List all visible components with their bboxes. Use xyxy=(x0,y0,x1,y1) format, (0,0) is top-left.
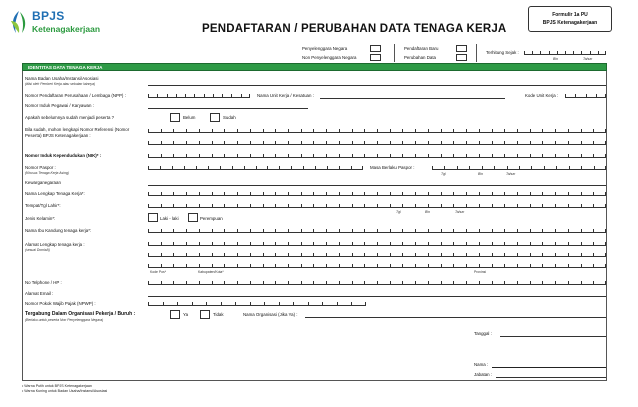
terhitung-sejak-label: Terhitung Sejak : xyxy=(486,50,519,55)
kabupaten-kota-label: Kabupaten/Kota* xyxy=(198,270,224,274)
masa-berlaku-paspor-input[interactable] xyxy=(432,163,606,170)
form-code-line2: BPJS Ketenagakerjaan xyxy=(542,20,598,26)
footer-note-2: • Warna Kuning untuk Badan Usaha/Instansi/Asosiasi xyxy=(22,389,108,393)
nama-badan-input[interactable] xyxy=(148,85,606,86)
nomor-induk-pegawai-label: Nomor Induk Pegawai / Karyawan : xyxy=(25,103,94,108)
logo-name: BPJS xyxy=(32,9,65,23)
pernah-peserta-label: Apakah sebelumnya sudah menjadi peserta ? xyxy=(25,115,115,120)
paspor-note: (Khusus Tenaga Kerja Asing) xyxy=(25,171,69,175)
nama-unit-kerja-label: Nama Unit Kerja / Kesatuan : xyxy=(257,93,314,98)
laki-laki-label: Laki - laki xyxy=(160,216,179,221)
nomor-induk-pegawai-input[interactable] xyxy=(148,108,308,109)
organisasi-pekerja-label: Tergabung Dalam Organisasi Pekerja / Buruh : xyxy=(25,311,136,317)
nomor-referensi-input-2[interactable] xyxy=(148,138,606,145)
nama-badan-note: (diisi oleh Pemberi Kerja atau sebutan lainnya) xyxy=(25,82,96,86)
divider xyxy=(394,44,395,62)
lahir-bln-label: Bln xyxy=(425,210,430,214)
nik-label: Nomor Induk Kependudukan (NIK)* : xyxy=(25,153,102,158)
bulan-label: Bln xyxy=(553,57,558,61)
masa-berlaku-paspor-label: Masa Berlaku Paspor : xyxy=(370,165,415,170)
nama-organisasi-input[interactable] xyxy=(305,317,606,318)
nama-ibu-label: Nama Ibu Kandung tenaga kerja*: xyxy=(25,228,92,233)
tempat-tgl-lahir-label: Tempat/Tgl Lahir*: xyxy=(25,203,61,208)
paspor-input[interactable] xyxy=(148,163,363,170)
tanggal-label: Tanggal : xyxy=(474,331,492,336)
npp-label: Nomor Pendaftaran Perusahaan / Lembaga (NPP) : xyxy=(25,93,126,98)
tempat-tgl-lahir-input[interactable] xyxy=(148,201,606,208)
nik-input[interactable] xyxy=(148,151,606,158)
no-telepon-label: No Telphone / HP : xyxy=(25,280,62,285)
kewarganegaraan-input[interactable] xyxy=(148,185,606,186)
bpjs-logo-icon xyxy=(8,9,30,35)
organisasi-ya-checkbox[interactable] xyxy=(170,310,180,319)
laki-laki-checkbox[interactable] xyxy=(148,213,158,222)
jabatan-input[interactable] xyxy=(496,377,606,378)
npp-input[interactable] xyxy=(148,91,250,98)
form-code-line1: Formulir 1a PU xyxy=(552,12,588,18)
jenis-kelamin-label: Jenis Kelamin*: xyxy=(25,216,56,221)
tahun-label: Tahun xyxy=(583,57,593,61)
paspor-tgl-label: Tgl xyxy=(441,172,446,176)
nomor-referensi-label-1: Bila sudah, mohon lengkapi Nomor Referensi (Nomor xyxy=(25,127,130,132)
nama-lengkap-input[interactable] xyxy=(148,189,606,196)
nama-lengkap-label: Nama Lengkap Tenaga Kerja*: xyxy=(25,191,85,196)
belum-label: Belum xyxy=(183,115,196,120)
nama-unit-kerja-input[interactable] xyxy=(320,98,505,99)
form-code-box xyxy=(528,6,612,32)
nama-label: Nama : xyxy=(474,362,489,367)
section-header xyxy=(22,63,607,71)
penyelenggara-negara-label: Penyelenggara Negara xyxy=(302,46,348,51)
alamat-input-3[interactable] xyxy=(148,261,606,268)
alamat-email-input[interactable] xyxy=(148,296,606,297)
non-penyelenggara-negara-label: Non Penyelenggara Negara xyxy=(302,55,357,60)
kode-unit-kerja-label: Kode Unit Kerja : xyxy=(525,93,559,98)
provinsi-label: Provinsi xyxy=(474,270,487,274)
section-title: IDENTITAS DATA TENAGA KERJA xyxy=(28,65,103,71)
nama-organisasi-label: Nama Organisasi (Jika Ya) : xyxy=(243,312,298,317)
pendaftaran-baru-label: Pendaftaran Baru xyxy=(404,46,439,51)
nomor-referensi-input-1[interactable] xyxy=(148,126,606,133)
page-title: PENDAFTARAN / PERUBAHAN DATA TENAGA KERJA xyxy=(202,23,507,35)
logo-subname: Ketenagakerjaan xyxy=(32,24,101,34)
paspor-bln-label: Bln xyxy=(478,172,483,176)
sudah-checkbox[interactable] xyxy=(210,113,220,122)
lahir-tahun-label: Tahun xyxy=(455,210,465,214)
organisasi-tidak-label: Tidak xyxy=(213,312,224,317)
alamat-note: (sesuai Domisili) xyxy=(25,248,50,252)
terhitung-sejak-input[interactable] xyxy=(524,48,606,55)
organisasi-pekerja-note: (Berlaku untuk peserta Non Penyelenggara Negara) xyxy=(25,318,104,322)
footer-note-1: • Warna Putih untuk BPJS Ketenagakerjaan xyxy=(22,384,92,388)
sudah-label: Sudah xyxy=(223,115,236,120)
alamat-label: Alamat Lengkap tenaga kerja : xyxy=(25,242,85,247)
alamat-input-1[interactable] xyxy=(148,239,606,246)
npwp-label: Nomor Pokok Wajib Pajak (NPWP) : xyxy=(25,301,96,306)
alamat-email-label: Alamat Email : xyxy=(25,291,54,296)
kode-unit-kerja-input[interactable] xyxy=(565,91,606,98)
jabatan-label: Jabatan : xyxy=(474,372,493,377)
nama-badan-label: Nama Badan Usaha/Instansi/Asosiasi xyxy=(25,76,99,81)
perempuan-checkbox[interactable] xyxy=(188,213,198,222)
perubahan-data-checkbox[interactable] xyxy=(456,54,467,61)
npwp-input[interactable] xyxy=(148,299,366,306)
kewarganegaraan-label: Kewarganegaraan xyxy=(25,180,61,185)
tanggal-input[interactable] xyxy=(500,336,606,337)
divider xyxy=(476,44,477,62)
nama-input[interactable] xyxy=(492,367,606,368)
nomor-referensi-label-2: Peserta) BPJS Ketenagakerjaan : xyxy=(25,133,91,138)
belum-checkbox[interactable] xyxy=(170,113,180,122)
no-telepon-input[interactable] xyxy=(148,278,606,285)
paspor-tahun-label: Tahun xyxy=(506,172,516,176)
kode-pos-label: Kode Pos* xyxy=(150,270,167,274)
non-penyelenggara-negara-checkbox[interactable] xyxy=(370,54,381,61)
pendaftaran-baru-checkbox[interactable] xyxy=(456,45,467,52)
organisasi-ya-label: Ya xyxy=(183,312,189,317)
organisasi-tidak-checkbox[interactable] xyxy=(200,310,210,319)
alamat-input-2[interactable] xyxy=(148,250,606,257)
paspor-label: Nomor Paspor : xyxy=(25,165,56,170)
perubahan-data-label: Perubahan Data xyxy=(404,55,436,60)
perempuan-label: Perempuan xyxy=(200,216,223,221)
lahir-tgl-label: Tgl xyxy=(396,210,401,214)
nama-ibu-input[interactable] xyxy=(148,226,606,233)
penyelenggara-negara-checkbox[interactable] xyxy=(370,45,381,52)
